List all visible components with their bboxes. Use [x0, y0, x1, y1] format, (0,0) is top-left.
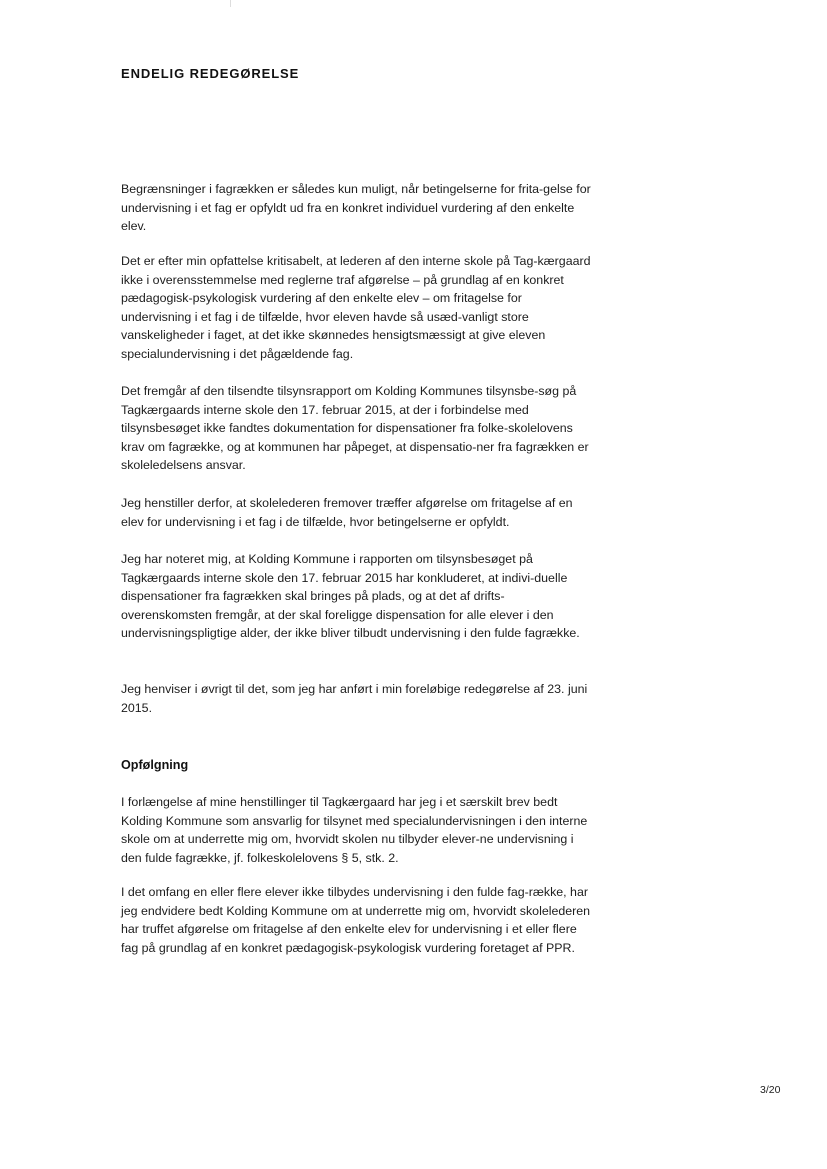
section-paragraph-1: I forlængelse af mine henstillinger til Tagkærgaard har jeg i et særskilt brev bedt Kolding Kommune som ansvarlig for tilsynet med specialundervisningen i den interne skole om at underrette mig om, hvorvidt skolen nu tilbyder elever-ne undervisning i den fulde fagrække, jf. folkeskolelovens § 5, stk. 2.	[121, 795, 588, 865]
paragraph-6: Jeg henviser i øvrigt til det, som jeg har anført i min foreløbige redegørelse af 23. juni 2015.	[121, 682, 588, 715]
section-heading: Opfølgning	[121, 758, 189, 772]
paragraph-4: Jeg henstiller derfor, at skolelederen fremover træffer afgørelse om fritagelse af en elev for undervisning i et fag i de tilfælde, hvor betingelserne er opfyldt.	[121, 496, 573, 529]
page-number: 3/20	[760, 1084, 781, 1096]
paragraph-2: Det er efter min opfattelse kritisabelt, at lederen af den interne skole på Tag-kærgaard ikke i overensstemmelse med reglerne traf afgørelse – på grundlag af en konkret pædagogisk-psykologisk vurdering af den enkelte elev – om fritagelse for undervisning i et fag i de tilfælde, hvor eleven havde så usæd-vanligt store vanskeligheder i faget, at det ikke skønnedes hensigtsmæssigt at give eleven specialundervisning i det pågældende fag.	[121, 254, 591, 361]
scan-artifact	[230, 0, 231, 7]
section-paragraph-2: I det omfang en eller flere elever ikke tilbydes undervisning i den fulde fag-række, har jeg endvidere bedt Kolding Kommune om at underrette mig om, hvorvidt skolelederen har truffet afgørelse om fritagelse af den enkelte elev for undervisning i et eller flere fag på grundlag af en konkret pædagogisk-psykologisk vurdering foretaget af PPR.	[121, 885, 591, 955]
paragraph-3: Det fremgår af den tilsendte tilsynsrapport om Kolding Kommunes tilsynsbe-søg på Tagkærgaards interne skole den 17. februar 2015, at der i forbindelse med tilsynsbesøget ikke fandtes dokumentation for dispensationer fra folke-skolelovens krav om fagrække, og at kommunen har påpeget, at dispensatio-ner fra fagrækken er skoleledelsens ansvar.	[121, 384, 589, 473]
paragraph-5: Jeg har noteret mig, at Kolding Kommune i rapporten om tilsynsbesøget på Tagkærgaards interne skole den 17. februar 2015 har konkluderet, at indivi-duelle dispensationer fra fagrækken skal bringes på plads, og at det af drifts-overenskomsten fremgår, at der skal foreligge dispensation for alle elever i den undervisningspligtige alder, der ikke bliver tilbudt undervisning i den fulde fagrække.	[121, 552, 580, 641]
document-header: ENDELIG REDEGØRELSE	[121, 66, 300, 81]
paragraph-1: Begrænsninger i fagrækken er således kun muligt, når betingelserne for frita-gelse for undervisning i et fag er opfyldt ud fra en konkret individuel vurdering af den enkelte elev.	[121, 182, 591, 234]
